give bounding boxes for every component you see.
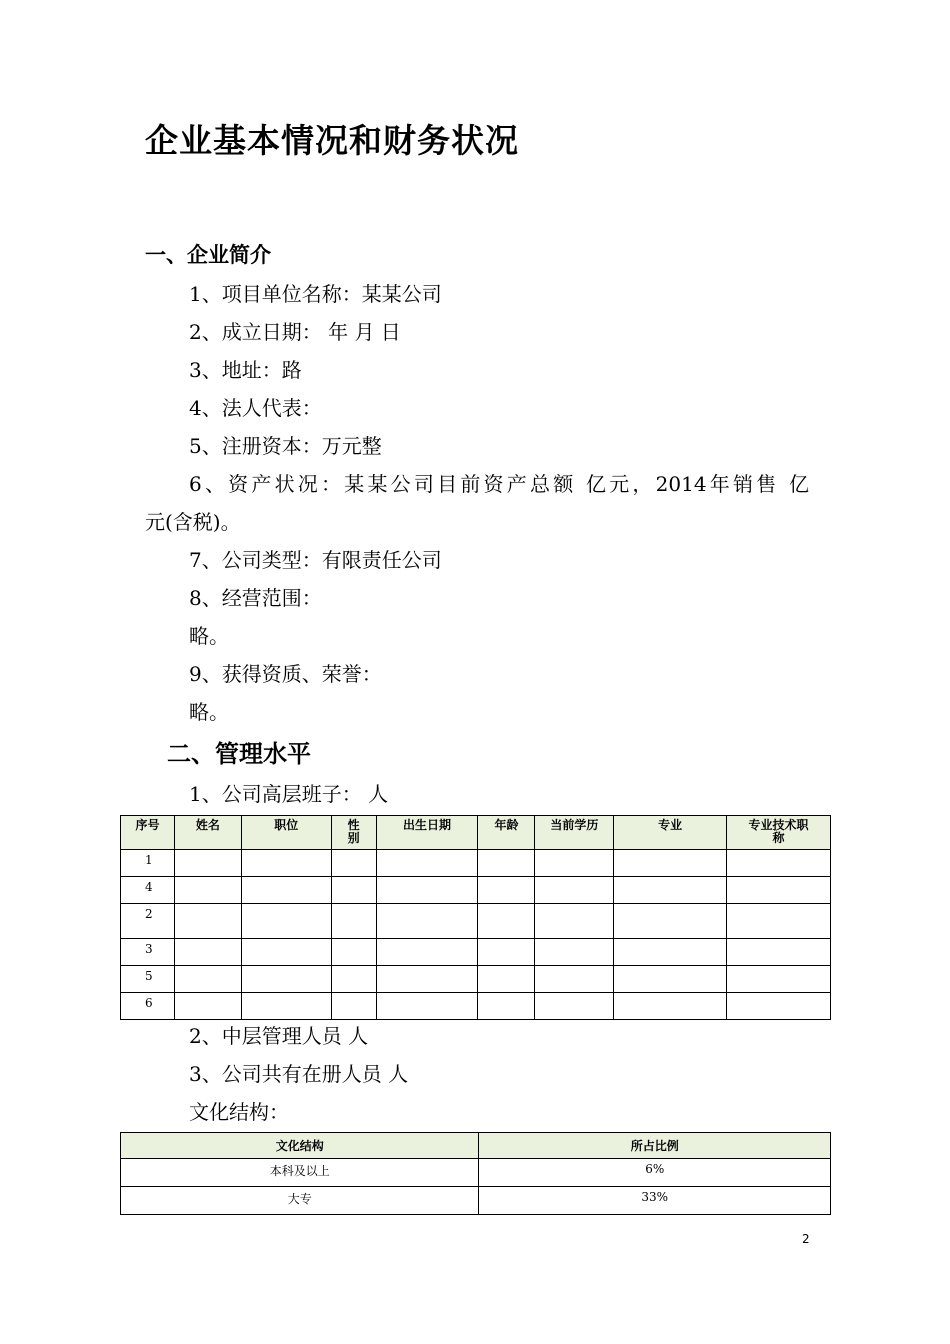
page-title: 企业基本情况和财务状况 [145,121,519,160]
table-row [121,850,831,877]
row-number-cell: 6 [121,993,175,1020]
table-header-cell: 专业 [614,816,727,850]
section1-line: 8、经营范围： [189,586,322,610]
table-header-cell: 专业技术职 称 [727,816,831,850]
section1-line: 元(含税)。 [145,510,241,534]
table-cell: 本科及以上 [121,1159,479,1187]
table-row [121,877,831,904]
table-row [121,1159,831,1187]
row-number-cell: 1 [121,850,175,877]
section2-line: 文化结构： [189,1100,289,1124]
education-structure-table [120,1132,831,1215]
table-row [121,939,831,966]
row-number-cell: 5 [121,966,175,993]
section1-line: 2、成立日期： 年 月 日 [189,320,401,344]
table-row [121,1187,831,1215]
row-number-cell: 2 [121,904,175,939]
table-row [121,904,831,939]
section1-line: 5、注册资本：万元整 [189,434,382,458]
table-header-row [121,1133,831,1159]
table-header-cell: 文化结构 [121,1133,479,1159]
table-header-cell: 当前学历 [535,816,614,850]
section1-line: 6、资产状况：某某公司目前资产总额 亿元，2014年销售 亿 [189,472,809,496]
table-cell: 大专 [121,1187,479,1215]
section2-line: 1、公司高层班子： 人 [189,782,389,806]
table-header-cell: 出生日期 [376,816,478,850]
table-header-cell: 姓名 [174,816,241,850]
section1-line: 9、获得资质、荣誉： [189,662,382,686]
table-header-cell: 年龄 [478,816,535,850]
page-number: 2 [802,1232,810,1246]
table-header-cell: 序号 [121,816,175,850]
table-header-cell: 所占比例 [479,1133,831,1159]
section2-heading: 二、管理水平 [167,740,311,768]
table-header-cell: 职位 [241,816,331,850]
row-number-cell: 3 [121,939,175,966]
table-row [121,966,831,993]
section1-line: 1、项目单位名称：某某公司 [189,282,442,306]
senior-staff-table [120,815,831,1020]
section2-line: 2、中层管理人员 人 [189,1024,369,1048]
section2-line: 3、公司共有在册人员 人 [189,1062,409,1086]
table-row [121,993,831,1020]
section1-line: 略。 [189,700,229,724]
section1-line: 4、法人代表： [189,396,322,420]
section1-heading: 一、企业简介 [145,243,271,267]
row-number-cell: 4 [121,877,175,904]
section1-line: 略。 [189,624,229,648]
table-header-cell: 性 别 [331,816,376,850]
table-cell: 33% [479,1187,831,1215]
table-cell: 6% [479,1159,831,1187]
table-header-row [121,816,831,850]
section1-line: 3、地址：路 [189,358,302,382]
section1-line: 7、公司类型：有限责任公司 [189,548,442,572]
